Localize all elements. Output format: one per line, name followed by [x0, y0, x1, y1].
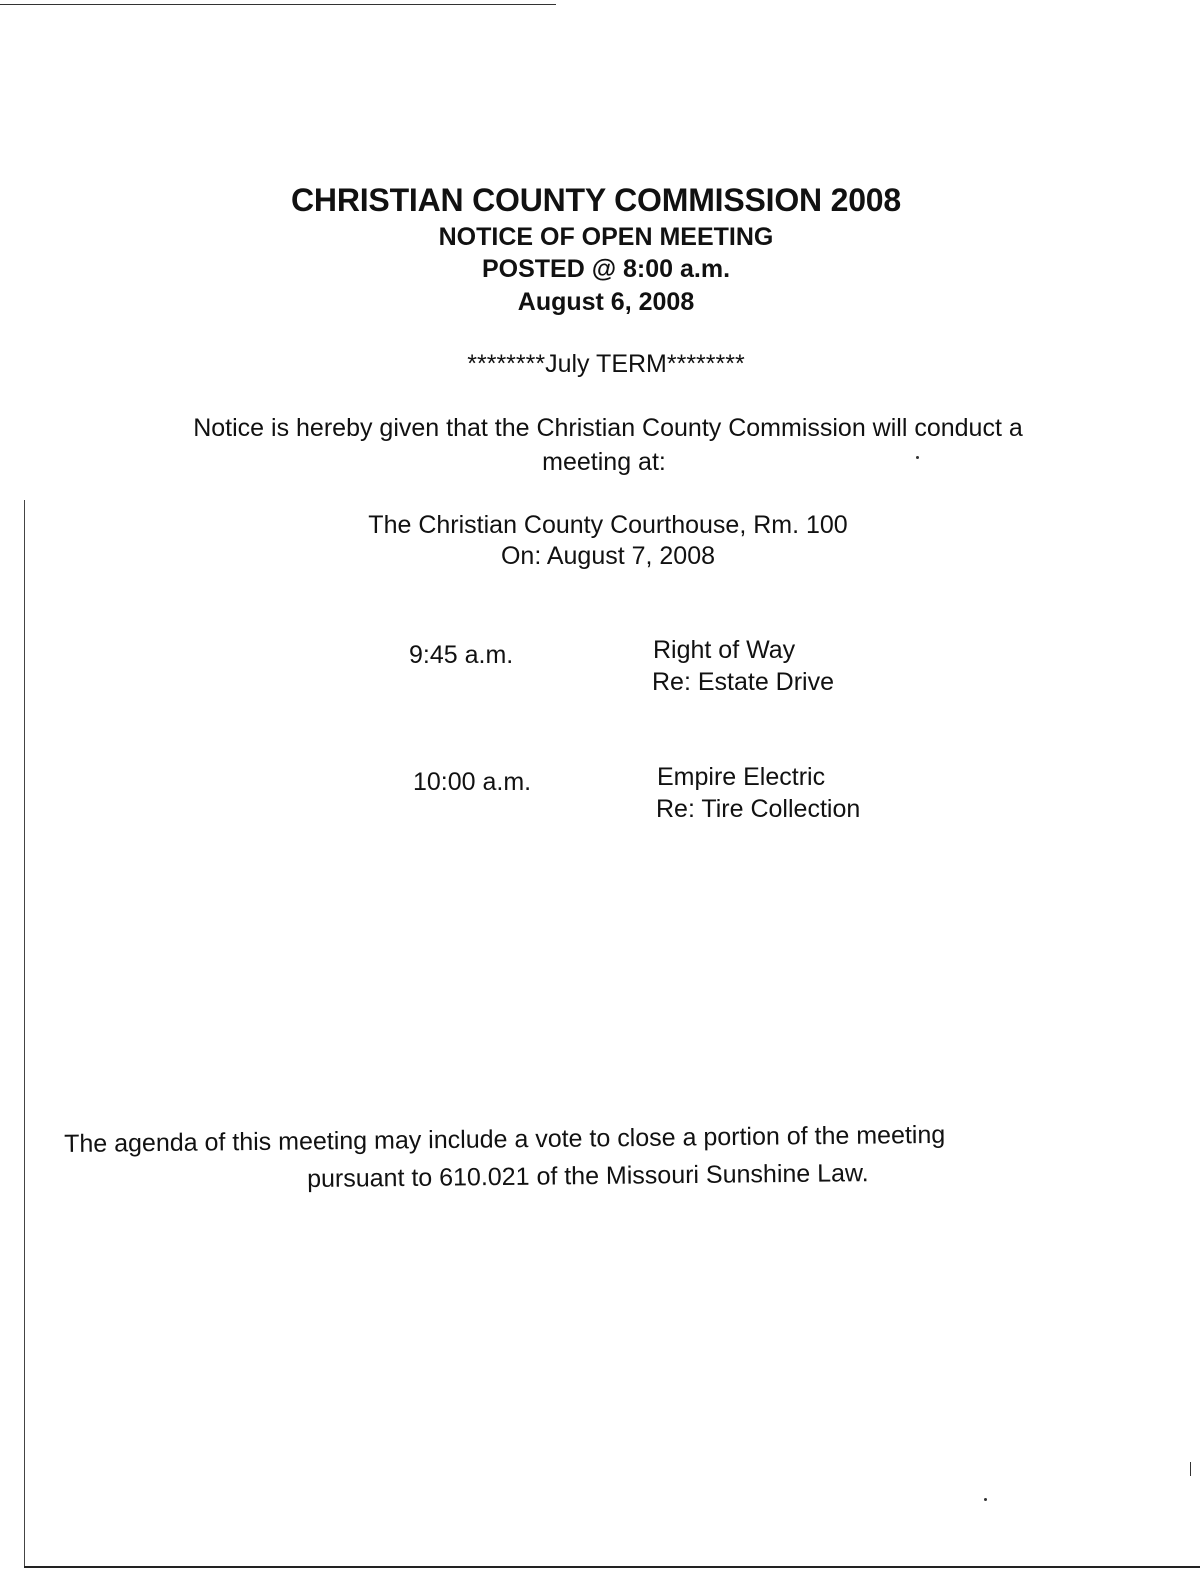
closing-line-1: The agenda of this meeting may include a vote to close a portion of the meeting [64, 1120, 946, 1158]
agenda-item-detail: Re: Estate Drive [652, 668, 835, 696]
scan-edge-bottom [24, 1566, 1200, 1568]
agenda-time: 9:45 a.m. [409, 641, 514, 669]
notice-line-2: meeting at: [542, 448, 666, 476]
agenda-item: Empire Electric [657, 763, 826, 791]
scan-speck [984, 1498, 987, 1501]
term-label: ********July TERM******** [467, 350, 745, 378]
document-title: CHRISTIAN COUNTY COMMISSION 2008 [291, 182, 901, 218]
scan-speck [1190, 1462, 1191, 1476]
notice-type: NOTICE OF OPEN MEETING [438, 223, 774, 251]
agenda-item-detail: Re: Tire Collection [656, 795, 861, 823]
scan-edge-left [24, 500, 25, 1568]
agenda-time: 10:00 a.m. [413, 768, 532, 796]
notice-line-1: Notice is hereby given that the Christian County Commission will conduct a [193, 414, 1023, 442]
posted-date: August 6, 2008 [517, 288, 695, 316]
posted-time: POSTED @ 8:00 a.m. [481, 255, 731, 283]
meeting-location: The Christian County Courthouse, Rm. 100 [368, 511, 848, 539]
closing-line-2: pursuant to 610.021 of the Missouri Sunshine Law. [307, 1159, 869, 1193]
agenda-item: Right of Way [653, 636, 796, 664]
scan-edge-top [0, 4, 556, 5]
meeting-date: On: August 7, 2008 [500, 542, 716, 570]
